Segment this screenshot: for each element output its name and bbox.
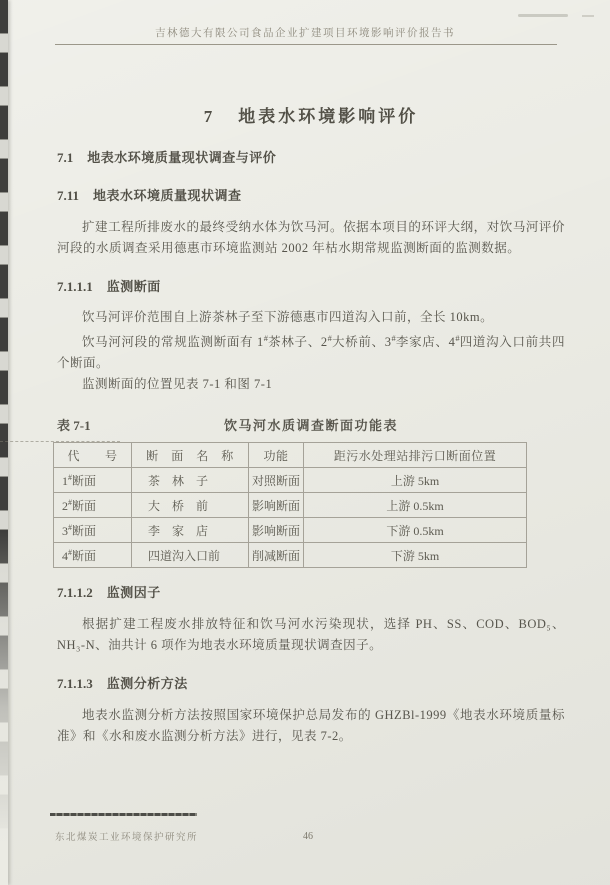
chapter-title	[57, 102, 565, 127]
paragraph-overview: 扩建工程所排废水的最终受纳水体为饮马河。依据本项目的环评大纲，对饮马河评价河段的水质调查采用德惠市环境监测站 2002 年枯水期常规监测断面的监测数据。	[57, 220, 565, 255]
cell-func: 影响断面	[249, 493, 304, 518]
section-heading-7-1-1-2: 7.1.1.2 监测因子	[57, 585, 161, 601]
cell-func: 对照断面	[249, 468, 304, 493]
paragraph-sections-list: 饮马河河段的常规监测断面有 1#茶林子、2#大桥前、3#李家店、4#四道沟入口前共四个断面。	[57, 333, 565, 371]
cell-func: 影响断面	[249, 518, 304, 543]
cell-name: 四道沟入口前	[132, 543, 249, 568]
section-heading-7-11: 7.11 地表水环境质量现状调查	[57, 188, 242, 203]
paragraph-analysis-methods: 地表水监测分析方法按照国家环境保护总局发布的 GHZBl-1999《地表水环境质量标准》和《水和废水监测分析方法》进行，见表 7-2。	[57, 708, 565, 744]
cell-name: 茶 林 子	[132, 468, 249, 493]
col-header-func: 功能	[249, 443, 304, 468]
section-heading-7-1-1-1: 7.1.1.1 监测断面	[57, 279, 161, 294]
chapter-number: 7	[203, 107, 213, 126]
cell-position: 上游 0.5km	[304, 493, 527, 518]
table-caption: 饮马河水质调查断面功能表	[223, 418, 398, 434]
cell-func: 削减断面	[249, 543, 304, 568]
table-row	[54, 493, 527, 518]
chapter-title-text: 地表水环境影响评价	[238, 107, 419, 126]
header-rule	[55, 44, 557, 45]
scan-artifact-dashed-line	[0, 441, 120, 442]
page-number: 46	[303, 831, 313, 842]
monitoring-sections-table	[53, 442, 527, 568]
table-caption-row	[57, 415, 565, 433]
col-header-name: 断 面 名 称	[132, 443, 249, 468]
cell-name: 大 桥 前	[132, 493, 249, 518]
cell-position: 上游 5km	[304, 468, 527, 493]
footer-rule	[50, 813, 197, 816]
section-heading-7-1-1-3: 7.1.1.3 监测分析方法	[57, 676, 188, 692]
scan-artifact	[582, 15, 594, 17]
running-header: 吉林德大有限公司食品企业扩建项目环境影响评价报告书	[155, 28, 455, 39]
paragraph-table-reference: 监测断面的位置见表 7-1 和图 7-1	[82, 377, 273, 392]
footer-organization: 东北煤炭工业环境保护研究所	[55, 833, 199, 843]
table-row	[54, 468, 527, 493]
cell-code: 1#断面	[54, 468, 132, 493]
cell-code: 4#断面	[54, 543, 132, 568]
table-label: 表 7-1	[57, 418, 91, 434]
cell-code: 3#断面	[54, 518, 132, 543]
table-row	[54, 518, 527, 543]
paragraph-scope: 饮马河评价范围自上游茶林子至下游德惠市四道沟入口前，全长 10km。	[82, 310, 494, 324]
col-header-position: 距污水处理站排污口断面位置	[304, 443, 527, 468]
cell-code: 2#断面	[54, 493, 132, 518]
binding-edge	[0, 0, 8, 885]
cell-position: 下游 0.5km	[304, 518, 527, 543]
cell-name: 李 家 店	[132, 518, 249, 543]
col-header-code: 代 号	[54, 443, 132, 468]
section-heading-7-1: 7.1 地表水环境质量现状调查与评价	[57, 150, 277, 165]
page-body	[0, 102, 610, 747]
cell-position: 下游 5km	[304, 543, 527, 568]
scan-artifact	[518, 14, 568, 17]
paragraph-monitoring-factors: 根据扩建工程废水排放特征和饮马河水污染现状，选择 PH、SS、COD、BOD₅、NH₃-N、油共计 6 项作为地表水环境质量现状调查因子。	[57, 617, 565, 653]
table-header-row	[54, 443, 527, 468]
table-row	[54, 543, 527, 568]
